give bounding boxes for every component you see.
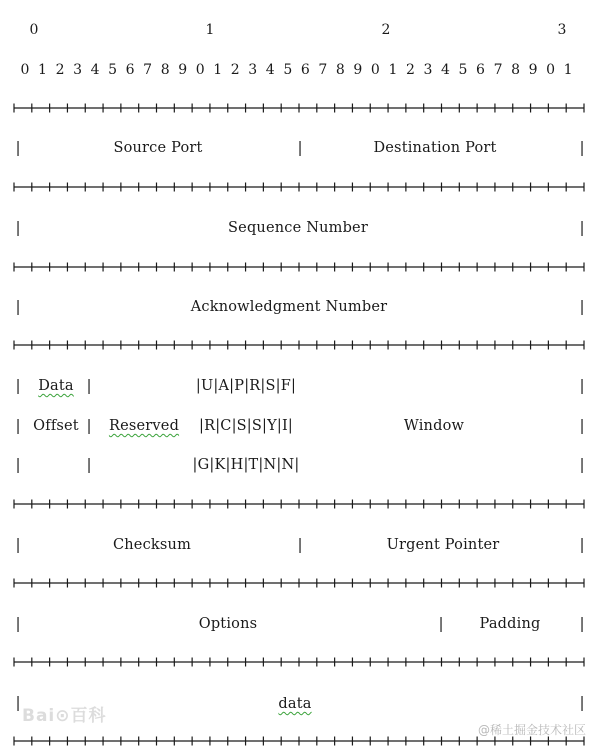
bit-unit-20: 0: [370, 62, 380, 78]
bit-tens-1: 1: [205, 22, 215, 38]
row2-left-bar: |: [15, 218, 21, 237]
destination-port-label: Destination Port: [373, 139, 497, 156]
row7-left-bar: |: [15, 693, 21, 712]
source-port-label: Source Port: [113, 139, 203, 156]
flags-row-2: |R|C|S|S|Y|I|: [199, 417, 293, 434]
window-label: Window: [403, 417, 465, 434]
bit-unit-23: 3: [423, 62, 433, 78]
bit-unit-26: 6: [476, 62, 485, 78]
padding-label: Padding: [479, 615, 541, 632]
row5-right-bar: |: [579, 535, 585, 554]
checksum-label: Checksum: [112, 536, 192, 553]
payload-data-label: data: [278, 695, 312, 712]
bit-unit-24: 4: [441, 62, 450, 78]
separator-row-1: [0, 180, 600, 194]
row2-right-bar: |: [579, 218, 585, 237]
row1-mid-bar: |: [297, 138, 303, 157]
row4a-offset-bar: |: [86, 376, 92, 395]
row6-right-bar: |: [579, 614, 585, 633]
acknowledgment-number-label: Acknowledgment Number: [190, 298, 388, 315]
row3-left-bar: |: [15, 297, 21, 316]
separator-row-3: [0, 338, 600, 352]
bit-unit-4: 4: [90, 62, 100, 78]
sequence-number-label: Sequence Number: [228, 219, 368, 236]
data-offset-label-bottom: Offset: [33, 417, 79, 434]
flags-row-1: |U|A|P|R|S|F|: [195, 377, 297, 394]
bit-tens-2: 2: [381, 22, 391, 38]
row4a-right-bar: |: [579, 376, 585, 395]
bit-unit-15: 5: [283, 62, 293, 78]
bit-unit-19: 9: [353, 62, 363, 78]
row4a-left-bar: |: [15, 376, 21, 395]
separator-row-0: [0, 101, 600, 115]
bit-unit-12: 2: [230, 62, 240, 78]
row4b-offset-bar: |: [86, 416, 92, 435]
bit-unit-31: 1: [563, 62, 573, 78]
separator-row-5: [0, 576, 600, 590]
bit-unit-14: 4: [265, 62, 275, 78]
row5-mid-bar: |: [297, 535, 303, 554]
bit-unit-5: 5: [108, 62, 118, 78]
options-label: Options: [198, 615, 258, 632]
row6-mid-bar: |: [438, 614, 444, 633]
bit-unit-3: 3: [73, 62, 83, 78]
row5-left-bar: |: [15, 535, 21, 554]
bit-unit-21: 1: [388, 62, 398, 78]
data-offset-label-top: Data: [38, 377, 74, 394]
bit-unit-11: 1: [213, 62, 223, 78]
bit-tens-0: 0: [29, 22, 39, 38]
bit-unit-0: 0: [20, 62, 30, 78]
bit-unit-7: 7: [143, 62, 153, 78]
bit-unit-28: 8: [511, 62, 521, 78]
bit-unit-13: 3: [248, 62, 258, 78]
bit-unit-27: 7: [493, 62, 503, 78]
separator-row-6: [0, 655, 600, 669]
bit-unit-18: 8: [335, 62, 345, 78]
bit-unit-30: 0: [546, 62, 556, 78]
bit-unit-17: 7: [318, 62, 328, 78]
separator-row-2: [0, 260, 600, 274]
row4b-right-bar: |: [579, 416, 585, 435]
juejin-watermark: @稀土掘金技术社区: [477, 723, 586, 737]
row6-left-bar: |: [15, 614, 21, 633]
urgent-pointer-label: Urgent Pointer: [386, 536, 500, 553]
row7-right-bar: |: [579, 693, 585, 712]
bit-unit-16: 6: [300, 62, 310, 78]
row4b-left-bar: |: [15, 416, 21, 435]
reserved-label: Reserved: [108, 417, 180, 434]
row4c-offset-bar: |: [86, 455, 92, 474]
bit-tens-3: 3: [557, 22, 567, 38]
row1-left-bar: |: [15, 138, 21, 157]
row4c-right-bar: |: [579, 455, 585, 474]
row1-right-bar: |: [579, 138, 585, 157]
bit-unit-22: 2: [405, 62, 415, 78]
row3-right-bar: |: [579, 297, 585, 316]
flags-row-3: |G|K|H|T|N|N|: [192, 456, 300, 473]
bit-unit-25: 5: [458, 62, 468, 78]
bit-unit-6: 6: [125, 62, 135, 78]
separator-row-4: [0, 497, 600, 511]
bit-unit-8: 8: [160, 62, 170, 78]
baidu-watermark: Bai⊙百科: [22, 706, 107, 726]
bit-unit-2: 2: [55, 62, 65, 78]
bit-unit-9: 9: [178, 62, 188, 78]
bit-unit-10: 0: [195, 62, 205, 78]
bit-unit-1: 1: [38, 62, 47, 78]
bit-unit-29: 9: [528, 62, 538, 78]
row4c-left-bar: |: [15, 455, 21, 474]
